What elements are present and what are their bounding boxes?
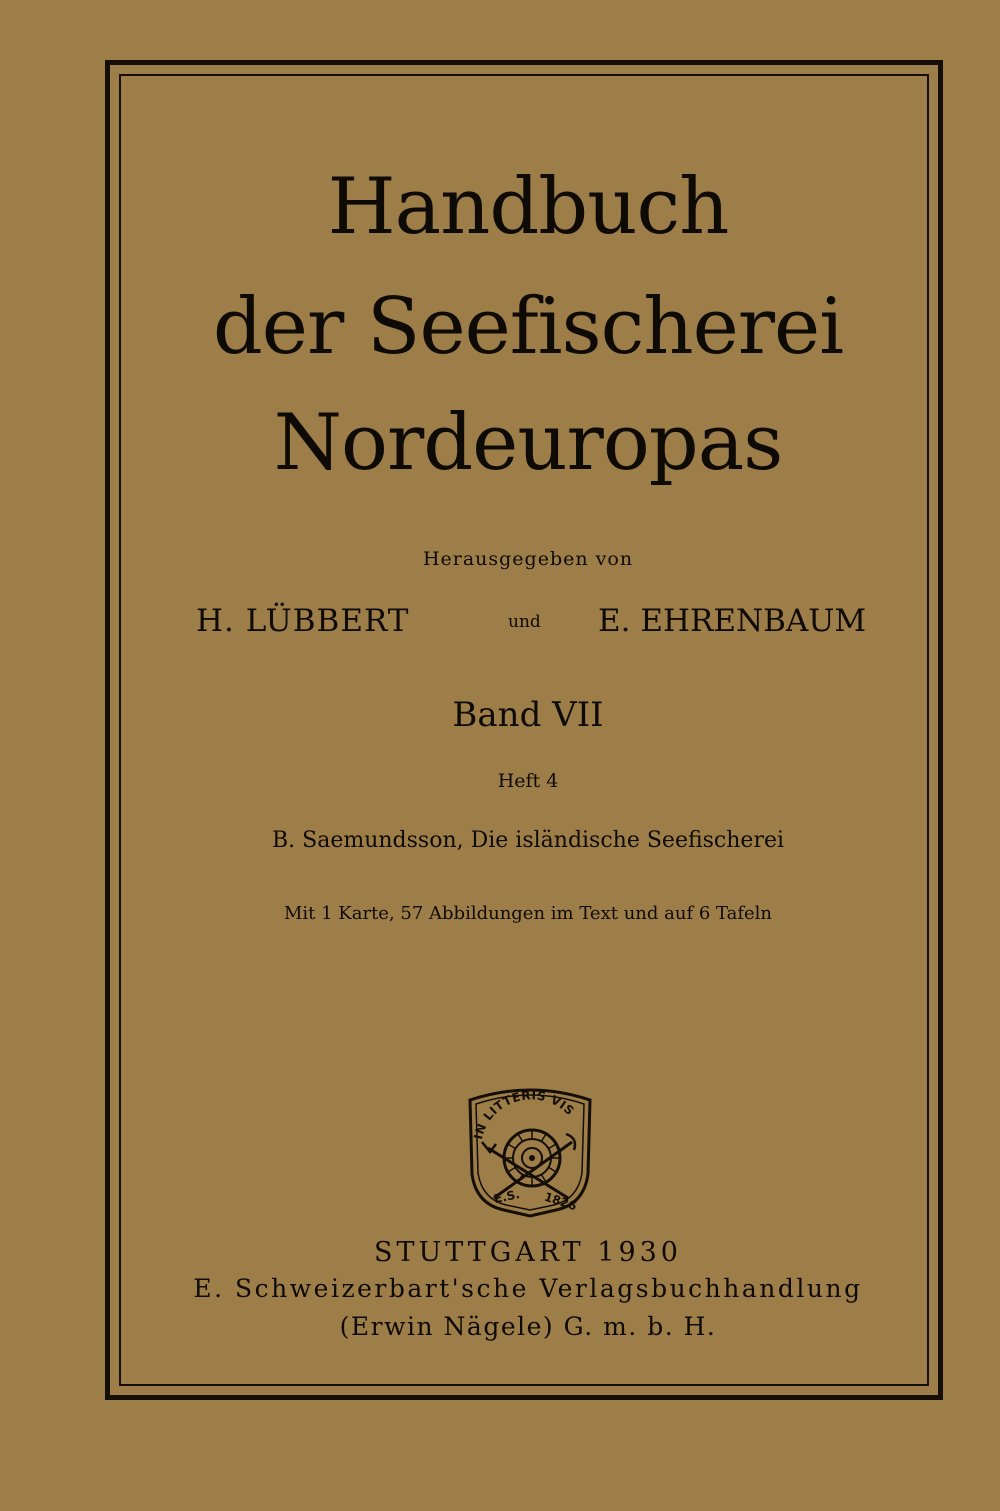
publisher-emblem-icon [460,1078,600,1218]
emblem-initials: E.S. [492,1187,521,1207]
editors-conjunction: und [508,612,541,632]
imprint-publisher: E. Schweizerbart'sche Verlagsbuchhandlung [193,1274,863,1303]
editors-intro: Herausgegeben von [422,548,634,570]
imprint-publisher-owner: (Erwin Nägele) G. m. b. H. [339,1312,717,1341]
emblem-year: 1826 [542,1189,579,1214]
contents-note: Mit 1 Karte, 57 Abbildungen im Text und auf 6 Tafeln [283,903,773,924]
editor-name-1: H. LÜBBERT [196,603,410,639]
crossed-tools-icon [482,1134,575,1198]
editors-row [0,603,1000,643]
title-line-2: der Seefischerei [212,282,844,372]
emblem-motto: IN LITTERIS VIS [471,1088,578,1141]
volume-label: Band VII [452,695,604,735]
subtitle: B. Saemundsson, Die isländische Seefischerei [271,828,785,853]
imprint-city-year: STUTTGART 1930 [373,1237,682,1268]
issue-label: Heft 4 [497,770,559,792]
title-line-3: Nordeuropas [273,398,783,488]
editor-name-2: E. EHRENBAUM [598,603,867,639]
title-line-1: Handbuch [327,162,729,252]
